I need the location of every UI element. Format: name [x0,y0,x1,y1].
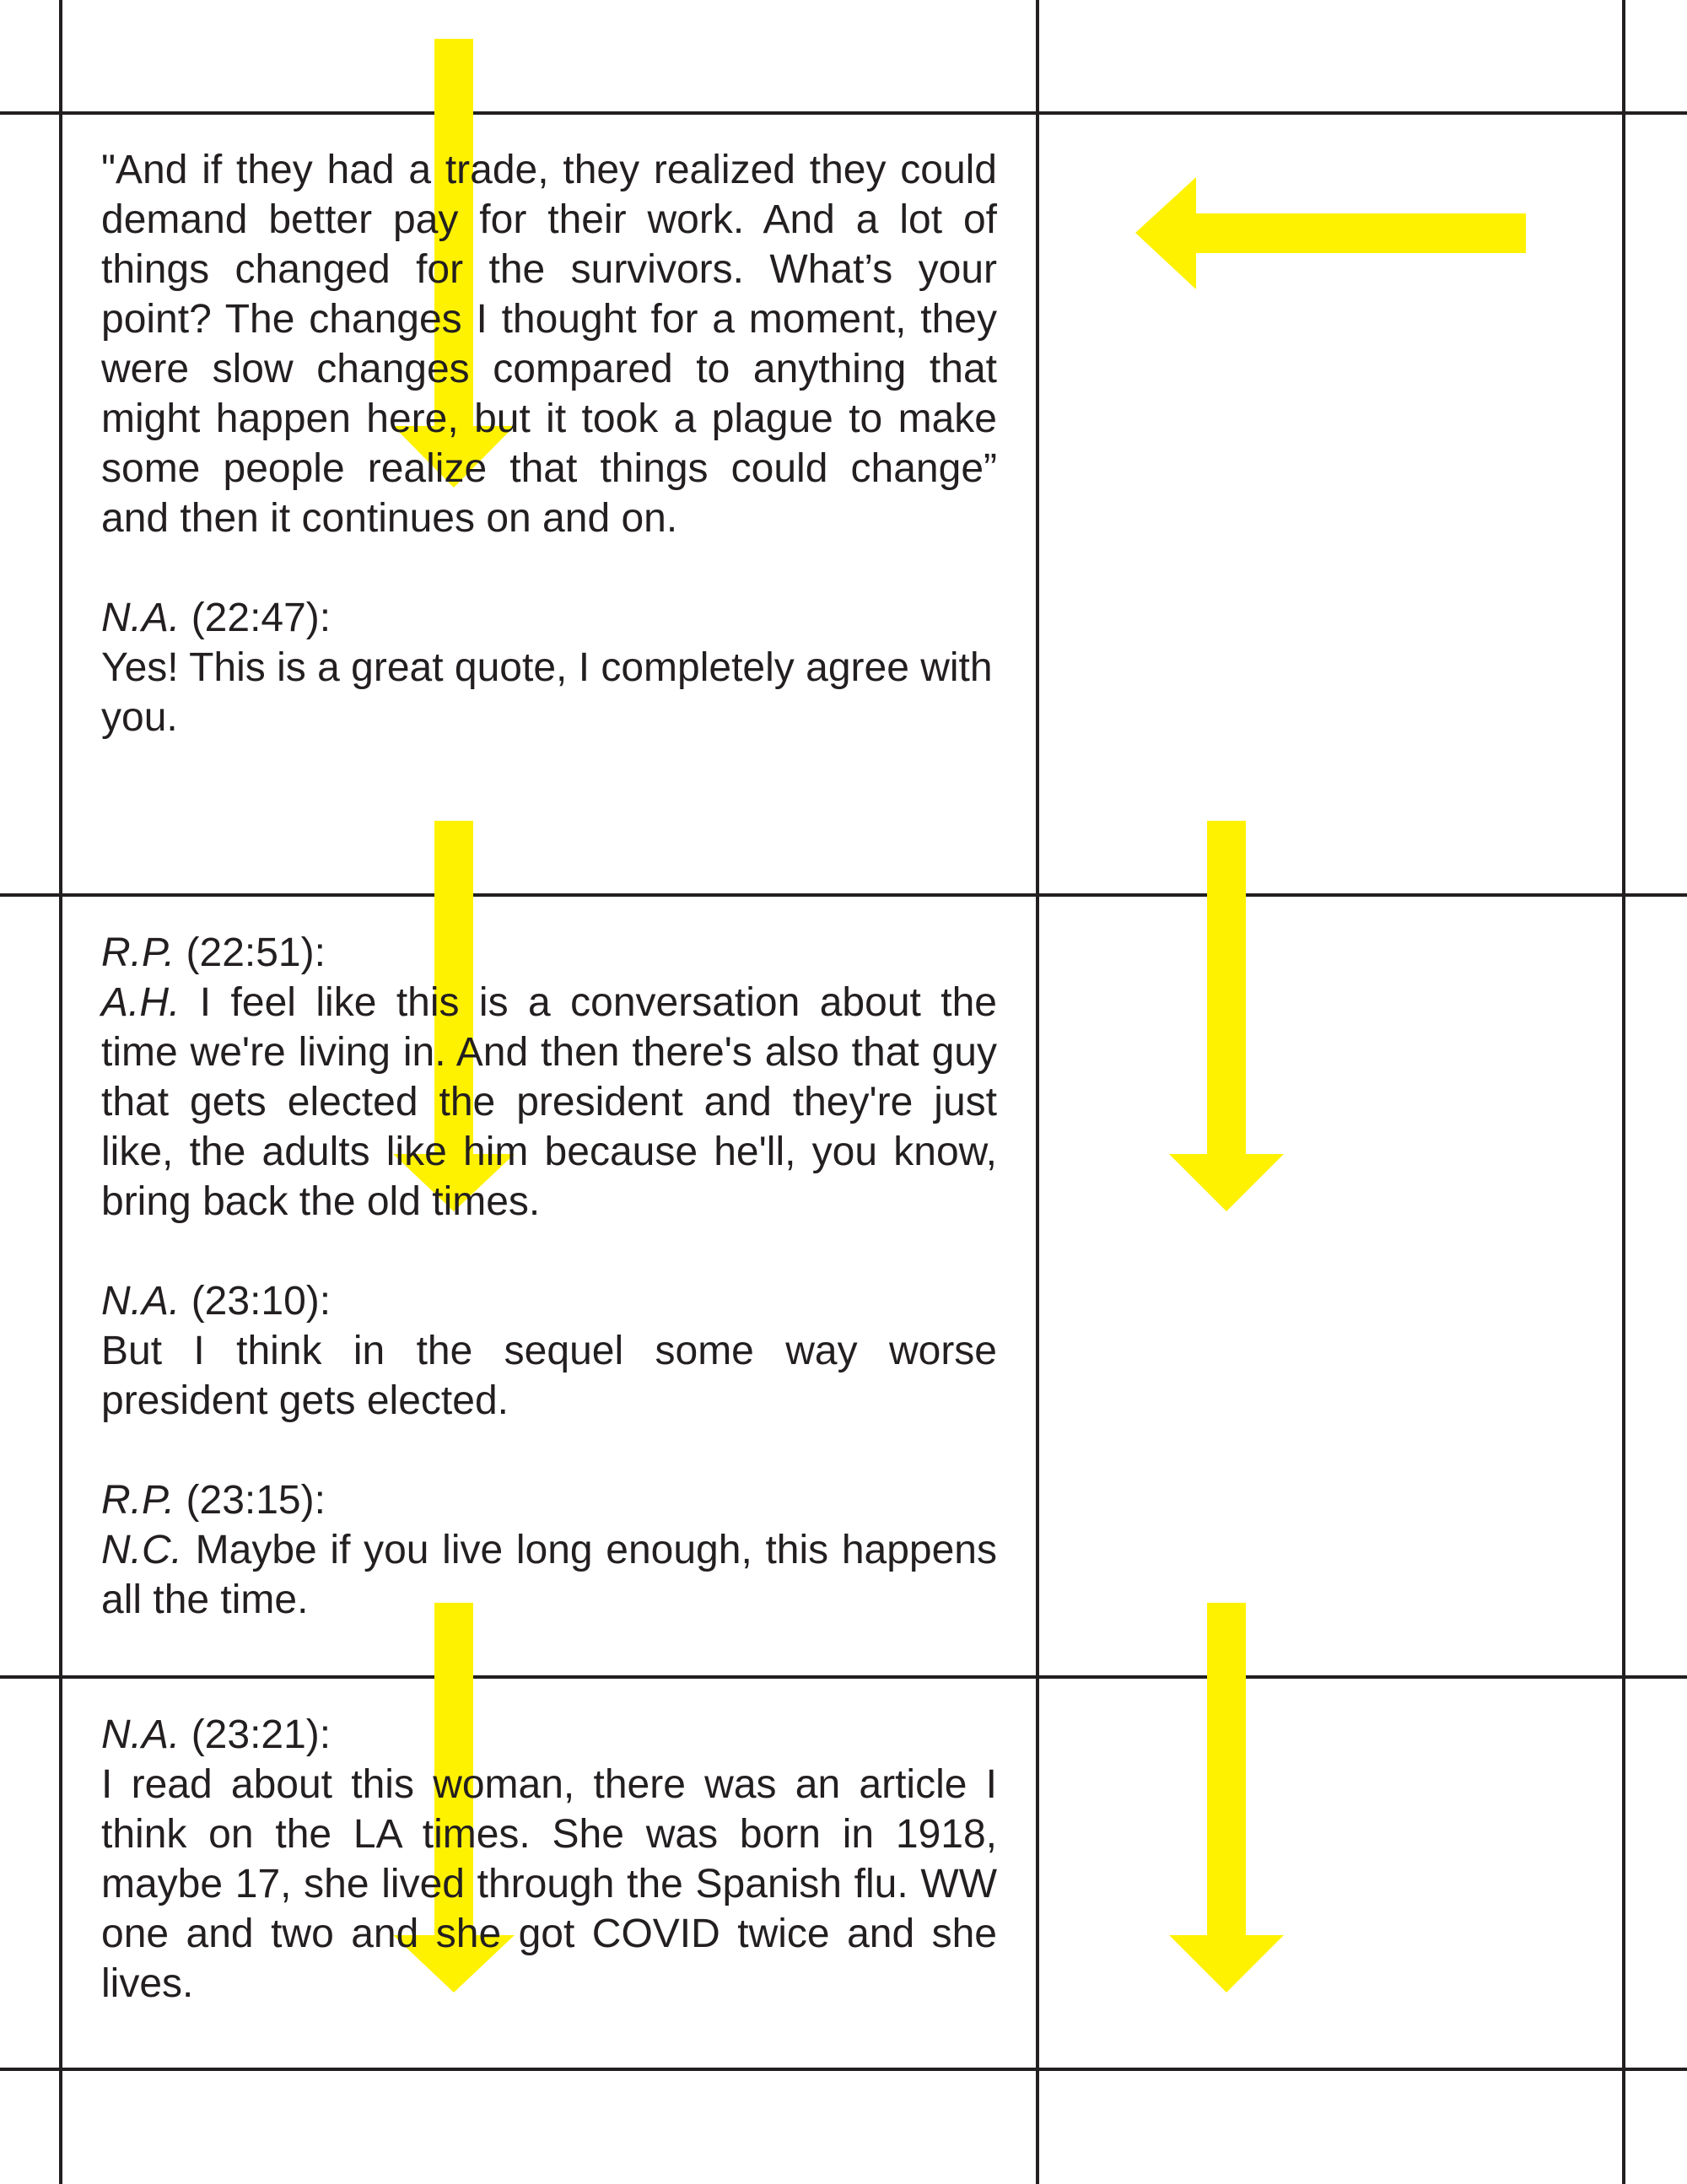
timestamp: (22:47): [180,596,331,640]
entry-header [101,1276,997,1326]
entry-header [101,593,997,643]
entry-text [101,1525,997,1625]
entry-text: But I think in the sequel some way worse president gets elected. [101,1329,997,1423]
entry-header [101,928,997,978]
speaker-initials: R.P. [101,930,175,975]
addressee-initials: N.C. [101,1528,182,1572]
arrow-left-icon [1135,177,1526,289]
speaker-initials: N.A. [101,1712,181,1757]
entry-body: Maybe if you live long enough, this happens all the time. [101,1528,997,1622]
timestamp: (22:51): [175,930,326,975]
arrow-down-icon [1169,1603,1284,1993]
speaker-initials: R.P. [101,1478,175,1523]
timestamp: (23:21): [180,1712,331,1757]
arrow-down-icon [1169,821,1284,1211]
entry-body: I feel like this is a conversation about the time we're living in. And then there's also that guy that gets elected the president and they're just like, the adults like him because he'll, you know, bring back the old times. [101,980,997,1224]
timestamp: (23:15): [175,1478,326,1523]
entry-header [101,1710,997,1760]
entry-header [101,1475,997,1525]
transcript-block-2 [101,928,997,1625]
entry-text [101,978,997,1227]
transcript-block-3 [101,1710,997,2009]
entry-text: I read about this woman, there was an article I think on the LA times. She was born in 1918, maybe 17, she lived through the Spanish flu. WW one and two and she got COVID twice and she lives. [101,1762,997,2006]
timestamp: (23:10): [180,1279,331,1324]
speaker-initials: N.A. [101,1279,181,1324]
transcript-block-1 [101,145,997,742]
speaker-initials: N.A. [101,596,181,640]
entry-text: Yes! This is a great quote, I completely agree with you. [101,645,993,740]
quote-paragraph: "And if they had a trade, they realized they could demand better pay for their work. And a lot of things changed for the survivors. What’s your point? The changes I thought for a moment, they were slow changes compared to anything that might happen here, but it took a plague to make some people realize that things could change” and then it continues on and on. [101,148,997,541]
addressee-initials: A.H. [101,980,181,1025]
